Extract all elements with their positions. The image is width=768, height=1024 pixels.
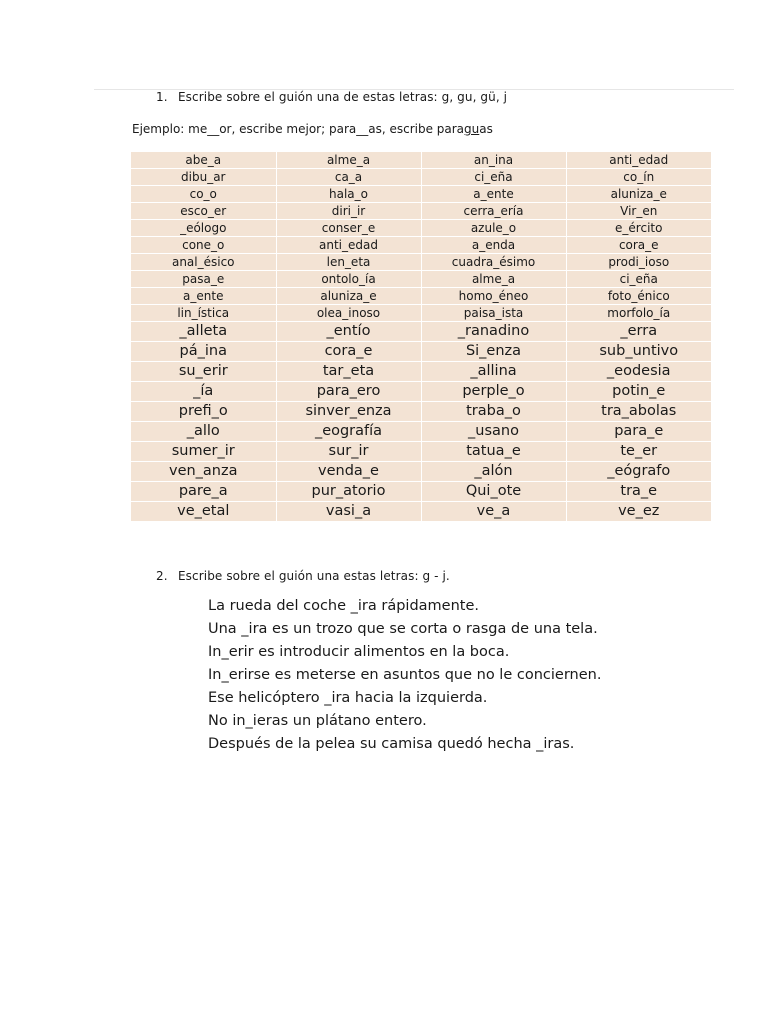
- table-cell: sur_ir: [276, 442, 421, 462]
- table-cell: para_ero: [276, 382, 421, 402]
- table-cell: anal_ésico: [131, 254, 276, 271]
- table-cell: te_er: [566, 442, 711, 462]
- table-cell: foto_énico: [566, 288, 711, 305]
- table-cell: anti_edad: [276, 237, 421, 254]
- table-cell: paisa_ista: [421, 305, 566, 322]
- sentence-item: In_erirse es meterse en asuntos que no le conciernen.: [208, 667, 602, 683]
- table-row: [131, 203, 711, 220]
- table-cell: co_ín: [566, 169, 711, 186]
- table-cell: a_ente: [421, 186, 566, 203]
- table-cell: ontolo_ía: [276, 271, 421, 288]
- table-cell: olea_inoso: [276, 305, 421, 322]
- table-cell: pur_atorio: [276, 482, 421, 502]
- table-cell: prefi_o: [131, 402, 276, 422]
- exercise-1-heading: [156, 90, 507, 104]
- table-cell: su_erir: [131, 362, 276, 382]
- table-cell: traba_o: [421, 402, 566, 422]
- table-cell: ci_eña: [421, 169, 566, 186]
- table-cell: potin_e: [566, 382, 711, 402]
- table-cell: diri_ir: [276, 203, 421, 220]
- example-underlined: gu: [464, 122, 480, 136]
- table-cell: _allina: [421, 362, 566, 382]
- table-cell: co_o: [131, 186, 276, 203]
- table-row: [131, 237, 711, 254]
- table-cell: tra_abolas: [566, 402, 711, 422]
- table-cell: _ranadino: [421, 322, 566, 342]
- table-cell: para_e: [566, 422, 711, 442]
- table-cell: ve_ez: [566, 502, 711, 522]
- table-cell: cone_o: [131, 237, 276, 254]
- sentence-item: La rueda del coche _ira rápidamente.: [208, 598, 479, 614]
- table-cell: esco_er: [131, 203, 276, 220]
- table-cell: cerra_ería: [421, 203, 566, 220]
- word-table: [131, 152, 711, 522]
- table-cell: venda_e: [276, 462, 421, 482]
- table-row: [131, 322, 711, 342]
- sentence-item: Ese helicóptero _ira hacia la izquierda.: [208, 690, 488, 706]
- table-cell: vasi_a: [276, 502, 421, 522]
- table-cell: _eodesia: [566, 362, 711, 382]
- table-cell: ven_anza: [131, 462, 276, 482]
- exercise-1-number: 1.: [156, 90, 168, 104]
- example-text-end: as: [479, 122, 493, 136]
- table-cell: tra_e: [566, 482, 711, 502]
- table-cell: _eografía: [276, 422, 421, 442]
- table-cell: sumer_ir: [131, 442, 276, 462]
- table-cell: tar_eta: [276, 362, 421, 382]
- exercise-2-heading: [156, 569, 450, 583]
- word-table-body: [131, 152, 711, 522]
- example-text: Ejemplo: me__or, escribe mejor; para__as, escribe para: [132, 122, 465, 136]
- table-cell: abe_a: [131, 152, 276, 169]
- table-cell: anti_edad: [566, 152, 711, 169]
- table-row: [131, 220, 711, 237]
- table-row: [131, 186, 711, 203]
- table-row: [131, 462, 711, 482]
- table-row: [131, 271, 711, 288]
- sentence-item: In_erir es introducir alimentos en la boca.: [208, 644, 510, 660]
- table-cell: a_ente: [131, 288, 276, 305]
- table-cell: cuadra_ésimo: [421, 254, 566, 271]
- exercise-2-number: 2.: [156, 569, 168, 583]
- table-cell: Qui_ote: [421, 482, 566, 502]
- table-cell: homo_éneo: [421, 288, 566, 305]
- table-cell: conser_e: [276, 220, 421, 237]
- table-cell: e_ército: [566, 220, 711, 237]
- table-cell: Vir_en: [566, 203, 711, 220]
- table-cell: _alón: [421, 462, 566, 482]
- table-row: [131, 422, 711, 442]
- table-cell: aluniza_e: [566, 186, 711, 203]
- table-cell: tatua_e: [421, 442, 566, 462]
- table-cell: hala_o: [276, 186, 421, 203]
- table-cell: _alleta: [131, 322, 276, 342]
- table-cell: ve_a: [421, 502, 566, 522]
- sentence-item: No in_ieras un plátano entero.: [208, 713, 427, 729]
- table-cell: cora_e: [276, 342, 421, 362]
- table-cell: prodi_ioso: [566, 254, 711, 271]
- table-cell: alme_a: [421, 271, 566, 288]
- table-cell: pare_a: [131, 482, 276, 502]
- table-cell: _allo: [131, 422, 276, 442]
- table-cell: ca_a: [276, 169, 421, 186]
- table-row: [131, 362, 711, 382]
- table-row: [131, 152, 711, 169]
- table-cell: lin_ística: [131, 305, 276, 322]
- table-cell: sub_untivo: [566, 342, 711, 362]
- table-cell: cora_e: [566, 237, 711, 254]
- table-cell: alme_a: [276, 152, 421, 169]
- sentence-list: [208, 597, 628, 758]
- table-row: [131, 305, 711, 322]
- table-row: [131, 442, 711, 462]
- table-cell: ve_etal: [131, 502, 276, 522]
- table-cell: _usano: [421, 422, 566, 442]
- table-cell: dibu_ar: [131, 169, 276, 186]
- table-cell: _erra: [566, 322, 711, 342]
- table-cell: pasa_e: [131, 271, 276, 288]
- table-cell: _ía: [131, 382, 276, 402]
- table-cell: pá_ina: [131, 342, 276, 362]
- table-cell: Si_enza: [421, 342, 566, 362]
- table-row: [131, 482, 711, 502]
- exercise-1-instruction: Escribe sobre el guión una de estas letras: g, gu, gü, j: [178, 90, 508, 104]
- table-row: [131, 382, 711, 402]
- table-cell: _eógrafo: [566, 462, 711, 482]
- table-row: [131, 402, 711, 422]
- table-row: [131, 169, 711, 186]
- exercise-2-instruction: Escribe sobre el guión una estas letras: g - j.: [178, 569, 450, 583]
- table-cell: azule_o: [421, 220, 566, 237]
- table-cell: len_eta: [276, 254, 421, 271]
- table-cell: aluniza_e: [276, 288, 421, 305]
- sentence-item: Una _ira es un trozo que se corta o rasga de una tela.: [208, 621, 598, 637]
- table-cell: a_enda: [421, 237, 566, 254]
- table-row: [131, 342, 711, 362]
- sentence-item: Después de la pelea su camisa quedó hecha _iras.: [208, 736, 575, 752]
- table-row: [131, 254, 711, 271]
- table-cell: ci_eña: [566, 271, 711, 288]
- table-cell: sinver_enza: [276, 402, 421, 422]
- table-cell: _entío: [276, 322, 421, 342]
- example-line: [132, 122, 493, 136]
- table-row: [131, 288, 711, 305]
- table-cell: morfolo_ía: [566, 305, 711, 322]
- table-cell: _eólogo: [131, 220, 276, 237]
- table-cell: perple_o: [421, 382, 566, 402]
- table-cell: an_ina: [421, 152, 566, 169]
- table-row: [131, 502, 711, 522]
